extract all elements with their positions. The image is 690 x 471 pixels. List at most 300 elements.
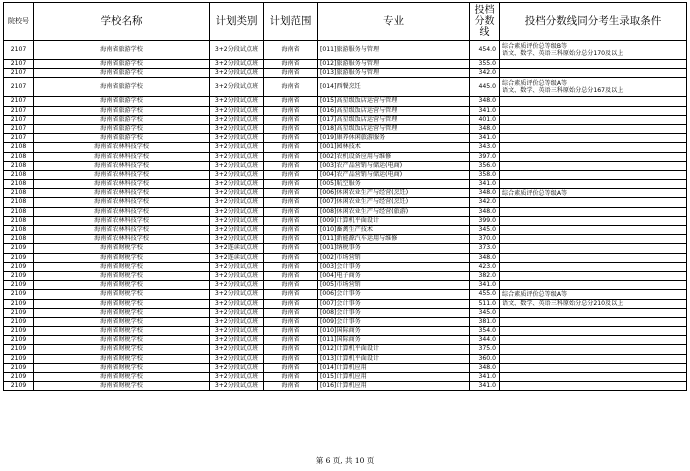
cell-conditions [500,317,687,326]
table-row [4,115,687,124]
cell-plan-scope: 海南省 [264,41,318,60]
cell-code: 2108 [4,170,34,179]
cell-school: 海南省旅游学校 [34,115,210,124]
cell-plan-scope: 海南省 [264,198,318,207]
cell-major: [011]国际商务 [318,336,470,345]
cell-plan-scope: 海南省 [264,152,318,161]
cell-plan-scope: 海南省 [264,161,318,170]
cell-major: [018]高星级饭店运营与管理 [318,124,470,133]
cell-plan-scope: 海南省 [264,253,318,262]
cell-plan-type: 3+2分段试点班 [210,69,264,78]
cell-code: 2108 [4,143,34,152]
cell-score: 341.0 [470,134,500,143]
cell-major: [009]会计事务 [318,317,470,326]
cell-score: 341.0 [470,281,500,290]
cell-conditions [500,327,687,336]
cell-conditions [500,134,687,143]
cell-school: 海南省旅游学校 [34,124,210,133]
cell-plan-scope: 海南省 [264,143,318,152]
table-row [4,69,687,78]
cell-code: 2109 [4,262,34,271]
table-row [4,244,687,253]
cell-score: 345.0 [470,226,500,235]
cell-plan-scope: 海南省 [264,134,318,143]
cell-conditions [500,308,687,317]
cell-plan-scope: 海南省 [264,216,318,225]
table-row [4,106,687,115]
cell-conditions [500,97,687,106]
table-row [4,281,687,290]
table-row [4,290,687,299]
cell-plan-scope: 海南省 [264,60,318,69]
cell-score: 375.0 [470,345,500,354]
cell-school: 海南省财税学校 [34,345,210,354]
cell-code: 2109 [4,253,34,262]
table-row [4,354,687,363]
cell-score: 342.0 [470,69,500,78]
cell-score: 511.0 [470,299,500,308]
table-row [4,134,687,143]
cell-plan-scope: 海南省 [264,373,318,382]
cell-major: [007]休闲农业生产与经营(烹饪) [318,198,470,207]
cell-plan-type: 3+2分段试点班 [210,262,264,271]
table-row [4,336,687,345]
table-row [4,41,687,60]
cell-score: 348.0 [470,97,500,106]
cell-major: [006]会计事务 [318,290,470,299]
cell-conditions [500,198,687,207]
header-major: 专业 [318,3,470,41]
table-row [4,143,687,152]
cell-code: 2107 [4,78,34,97]
cell-score: 354.0 [470,327,500,336]
cell-conditions [500,382,687,391]
cell-score: 348.0 [470,124,500,133]
cell-code: 2108 [4,152,34,161]
cell-score: 341.0 [470,382,500,391]
condition-line: 综合素质评价总等级A等 [502,189,568,197]
cell-score: 401.0 [470,115,500,124]
cell-conditions [500,345,687,354]
table-row [4,299,687,308]
cell-plan-type: 3+2分段试点班 [210,336,264,345]
cell-major: [013]旅游服务与管理 [318,69,470,78]
table-row [4,373,687,382]
cell-plan-scope: 海南省 [264,226,318,235]
cell-plan-type: 3+2分段试点班 [210,281,264,290]
cell-score: 370.0 [470,235,500,244]
cell-conditions [500,271,687,280]
cell-plan-type: 3+2分段试点班 [210,308,264,317]
cell-plan-scope: 海南省 [264,363,318,372]
cell-major: [017]高星级饭店运营与管理 [318,115,470,124]
cell-plan-type: 3+2分段试点班 [210,363,264,372]
cell-conditions [500,216,687,225]
header-conditions: 投档分数线同分考生录取条件 [500,3,687,41]
cell-code: 2107 [4,69,34,78]
table-header-row [4,3,687,41]
cell-code: 2107 [4,124,34,133]
cell-plan-scope: 海南省 [264,235,318,244]
cell-plan-type: 3+2分段试点班 [210,180,264,189]
cell-plan-scope: 海南省 [264,382,318,391]
cell-plan-scope: 海南省 [264,244,318,253]
cell-plan-type: 3+2分段试点班 [210,290,264,299]
cell-code: 2109 [4,363,34,372]
cell-code: 2109 [4,290,34,299]
cell-code: 2109 [4,382,34,391]
cell-plan-type: 3+2分段试点班 [210,327,264,336]
table-row [4,216,687,225]
cell-school: 海南省旅游学校 [34,134,210,143]
cell-plan-scope: 海南省 [264,124,318,133]
cell-plan-type: 3+2连读试点班 [210,253,264,262]
cell-major: [005]航空服务 [318,180,470,189]
cell-school: 海南省财税学校 [34,382,210,391]
cell-plan-scope: 海南省 [264,271,318,280]
cell-plan-type: 3+2分段试点班 [210,124,264,133]
cell-code: 2107 [4,106,34,115]
table-row [4,78,687,97]
cell-score: 348.0 [470,363,500,372]
cell-conditions [500,152,687,161]
cell-plan-type: 3+2连读试点班 [210,244,264,253]
cell-plan-type: 3+2分段试点班 [210,382,264,391]
cell-plan-type: 3+2分段试点班 [210,226,264,235]
cell-score: 341.0 [470,180,500,189]
cell-conditions [500,124,687,133]
cell-school: 海南省财税学校 [34,373,210,382]
cell-plan-scope: 海南省 [264,345,318,354]
cell-score: 381.0 [470,317,500,326]
cell-school: 海南省财税学校 [34,336,210,345]
cell-conditions [500,226,687,235]
cell-conditions [500,60,687,69]
cell-code: 2109 [4,373,34,382]
cell-plan-scope: 海南省 [264,207,318,216]
cell-school: 海南省财税学校 [34,253,210,262]
table-body [4,41,687,391]
cell-school: 海南省财税学校 [34,308,210,317]
cell-code: 2107 [4,97,34,106]
cell-plan-scope: 海南省 [264,308,318,317]
cell-school: 海南省农林科技学校 [34,170,210,179]
cell-plan-type: 3+2分段试点班 [210,152,264,161]
cell-code: 2109 [4,281,34,290]
cell-code: 2108 [4,189,34,198]
table-row [4,327,687,336]
cell-conditions [500,69,687,78]
cell-conditions [500,78,687,97]
cell-school: 海南省旅游学校 [34,78,210,97]
cell-major: [002]市场营销 [318,253,470,262]
cell-major: [013]计算机平面设计 [318,354,470,363]
cell-school: 海南省农林科技学校 [34,180,210,189]
cell-major: [007]会计事务 [318,299,470,308]
cell-plan-scope: 海南省 [264,327,318,336]
cell-plan-scope: 海南省 [264,97,318,106]
table-row [4,226,687,235]
table-row [4,124,687,133]
cell-score: 348.0 [470,253,500,262]
cell-plan-type: 3+2分段试点班 [210,216,264,225]
cell-code: 2109 [4,327,34,336]
cell-code: 2108 [4,180,34,189]
cell-conditions [500,373,687,382]
cell-school: 海南省旅游学校 [34,97,210,106]
cell-plan-type: 3+2分段试点班 [210,235,264,244]
cell-plan-scope: 海南省 [264,290,318,299]
header-plan-scope: 计划范围 [264,3,318,41]
cell-plan-type: 3+2分段试点班 [210,161,264,170]
cell-plan-type: 3+2分段试点班 [210,299,264,308]
condition-line: 综合素质评价总等级A等 [502,290,568,298]
condition-line: 语文、数学、英语三科原始分总分170及以上 [502,50,624,57]
table-row [4,253,687,262]
cell-conditions [500,363,687,372]
condition-line: 语文、数学、英语三科原始分总分210及以上 [502,300,624,308]
cell-score: 348.0 [470,189,500,198]
cell-conditions [500,235,687,244]
cell-code: 2109 [4,271,34,280]
cell-major: [012]计算机平面设计 [318,345,470,354]
cell-plan-type: 3+2分段试点班 [210,60,264,69]
cell-plan-type: 3+2分段试点班 [210,354,264,363]
cell-conditions [500,354,687,363]
admission-score-table [3,2,687,391]
cell-code: 2109 [4,354,34,363]
condition-line: 语文、数学、英语三科原始分总分167及以上 [502,87,624,95]
cell-plan-type: 3+2分段试点班 [210,78,264,97]
cell-code: 2109 [4,317,34,326]
cell-major: [014]西餐烹饪 [318,78,470,97]
cell-plan-type: 3+2分段试点班 [210,134,264,143]
cell-major: [002]农机设备应用与维修 [318,152,470,161]
cell-code: 2109 [4,345,34,354]
cell-conditions [500,161,687,170]
cell-plan-type: 3+2分段试点班 [210,373,264,382]
cell-school: 海南省旅游学校 [34,60,210,69]
cell-major: [012]旅游服务与管理 [318,60,470,69]
cell-plan-scope: 海南省 [264,180,318,189]
cell-score: 445.0 [470,78,500,97]
header-code: 院校号 [4,3,34,41]
cell-school: 海南省农林科技学校 [34,226,210,235]
table-row [4,97,687,106]
cell-score: 341.0 [470,373,500,382]
header-score: 投档分数线 [470,3,500,41]
table-row [4,170,687,179]
cell-score: 455.0 [470,290,500,299]
cell-school: 海南省农林科技学校 [34,198,210,207]
cell-code: 2108 [4,198,34,207]
cell-plan-scope: 海南省 [264,115,318,124]
cell-major: [015]计算机应用 [318,373,470,382]
cell-score: 345.0 [470,308,500,317]
cell-code: 2107 [4,41,34,60]
cell-conditions [500,189,687,198]
cell-score: 356.0 [470,161,500,170]
cell-code: 2108 [4,207,34,216]
cell-school: 海南省农林科技学校 [34,152,210,161]
table-row [4,180,687,189]
cell-plan-scope: 海南省 [264,262,318,271]
cell-major: [008]休闲农业生产与经营(旅游) [318,207,470,216]
cell-school: 海南省财税学校 [34,290,210,299]
cell-school: 海南省财税学校 [34,317,210,326]
cell-conditions [500,143,687,152]
cell-school: 海南省旅游学校 [34,41,210,60]
cell-school: 海南省农林科技学校 [34,143,210,152]
table-row [4,317,687,326]
cell-major: [006]休闲农业生产与经营(烹饪) [318,189,470,198]
table-row [4,207,687,216]
cell-school: 海南省财税学校 [34,354,210,363]
cell-plan-type: 3+2分段试点班 [210,41,264,60]
cell-major: [016]高星级饭店运营与管理 [318,106,470,115]
cell-major: [011]新能源汽车运用与维修 [318,235,470,244]
cell-plan-scope: 海南省 [264,299,318,308]
cell-major: [003]农产品营销与储运(电商) [318,161,470,170]
cell-conditions [500,170,687,179]
cell-school: 海南省农林科技学校 [34,161,210,170]
cell-school: 海南省财税学校 [34,271,210,280]
cell-score: 360.0 [470,354,500,363]
header-plan-type: 计划类别 [210,3,264,41]
cell-score: 348.0 [470,207,500,216]
cell-conditions [500,106,687,115]
cell-plan-scope: 海南省 [264,189,318,198]
cell-plan-scope: 海南省 [264,354,318,363]
cell-score: 343.0 [470,143,500,152]
cell-code: 2108 [4,226,34,235]
cell-plan-type: 3+2分段试点班 [210,97,264,106]
cell-code: 2109 [4,244,34,253]
cell-score: 373.0 [470,244,500,253]
cell-major: [019]康养休闲旅游服务 [318,134,470,143]
header-school: 学校名称 [34,3,210,41]
cell-plan-scope: 海南省 [264,281,318,290]
condition-line: 综合素质评价总等级B等 [502,43,568,50]
cell-plan-type: 3+2分段试点班 [210,170,264,179]
table-row [4,308,687,317]
table-row [4,271,687,280]
cell-score: 454.0 [470,41,500,60]
cell-school: 海南省财税学校 [34,327,210,336]
cell-score: 399.0 [470,216,500,225]
cell-conditions [500,207,687,216]
condition-line: 综合素质评价总等级A等 [502,80,568,88]
cell-major: [011]旅游服务与管理 [318,41,470,60]
cell-major: [015]高星级饭店运营与管理 [318,97,470,106]
cell-plan-type: 3+2分段试点班 [210,106,264,115]
cell-conditions [500,336,687,345]
cell-school: 海南省农林科技学校 [34,207,210,216]
cell-major: [003]会计事务 [318,262,470,271]
cell-plan-scope: 海南省 [264,78,318,97]
cell-score: 423.0 [470,262,500,271]
cell-conditions [500,299,687,308]
table-row [4,382,687,391]
cell-plan-type: 3+2分段试点班 [210,115,264,124]
cell-code: 2107 [4,60,34,69]
cell-school: 海南省财税学校 [34,281,210,290]
cell-score: 355.0 [470,60,500,69]
cell-code: 2109 [4,299,34,308]
cell-plan-scope: 海南省 [264,317,318,326]
cell-code: 2107 [4,115,34,124]
cell-plan-type: 3+2分段试点班 [210,317,264,326]
cell-major: [008]会计事务 [318,308,470,317]
cell-major: [009]计算机平面设计 [318,216,470,225]
table-row [4,152,687,161]
cell-score: 382.0 [470,271,500,280]
cell-plan-type: 3+2分段试点班 [210,143,264,152]
cell-major: [005]市场营销 [318,281,470,290]
cell-school: 海南省旅游学校 [34,106,210,115]
cell-code: 2109 [4,308,34,317]
cell-conditions [500,41,687,60]
cell-school: 海南省农林科技学校 [34,235,210,244]
cell-code: 2109 [4,336,34,345]
cell-major: [004]农产品营销与储运(电商) [318,170,470,179]
table-row [4,345,687,354]
cell-plan-type: 3+2分段试点班 [210,207,264,216]
cell-score: 397.0 [470,152,500,161]
cell-conditions [500,262,687,271]
table-row [4,189,687,198]
table-row [4,235,687,244]
cell-school: 海南省财税学校 [34,244,210,253]
cell-conditions [500,244,687,253]
cell-major: [001]纳税事务 [318,244,470,253]
cell-school: 海南省财税学校 [34,299,210,308]
cell-major: [016]计算机应用 [318,382,470,391]
cell-school: 海南省旅游学校 [34,69,210,78]
cell-plan-type: 3+2分段试点班 [210,189,264,198]
cell-school: 海南省财税学校 [34,363,210,372]
table-row [4,198,687,207]
cell-code: 2107 [4,134,34,143]
cell-school: 海南省财税学校 [34,262,210,271]
cell-school: 海南省农林科技学校 [34,189,210,198]
page-footer: 第 6 页, 共 10 页 [315,456,375,465]
cell-plan-scope: 海南省 [264,69,318,78]
cell-score: 341.0 [470,106,500,115]
cell-plan-scope: 海南省 [264,106,318,115]
cell-plan-type: 3+2分段试点班 [210,198,264,207]
cell-plan-scope: 海南省 [264,336,318,345]
cell-conditions [500,115,687,124]
cell-major: [004]电子商务 [318,271,470,280]
cell-plan-scope: 海南省 [264,170,318,179]
cell-school: 海南省农林科技学校 [34,216,210,225]
cell-major: [001]园林技术 [318,143,470,152]
cell-score: 358.0 [470,170,500,179]
cell-conditions [500,281,687,290]
cell-code: 2108 [4,235,34,244]
cell-major: [014]计算机应用 [318,363,470,372]
cell-plan-type: 3+2分段试点班 [210,345,264,354]
cell-major: [010]国际商务 [318,327,470,336]
cell-conditions [500,180,687,189]
cell-code: 2108 [4,161,34,170]
cell-score: 344.0 [470,336,500,345]
cell-score: 342.0 [470,198,500,207]
cell-conditions [500,290,687,299]
cell-plan-type: 3+2分段试点班 [210,271,264,280]
cell-major: [010]畜禽生产技术 [318,226,470,235]
